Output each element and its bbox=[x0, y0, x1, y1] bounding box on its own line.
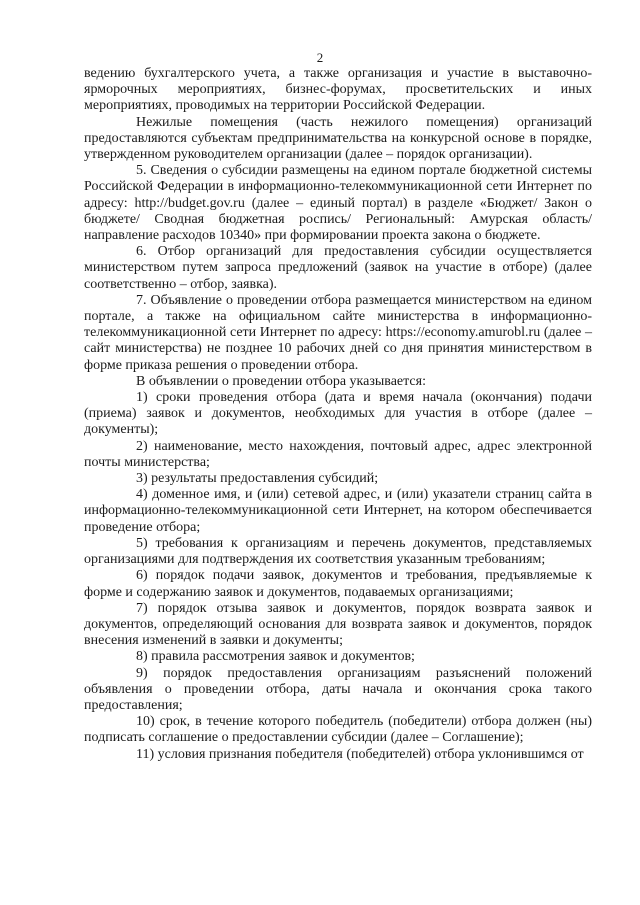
page-number: 2 bbox=[316, 50, 324, 65]
paragraph: 8) правила рассмотрения заявок и документов; bbox=[136, 649, 415, 665]
paragraph: 11) условия признания победителя (победителей) отбора уклонившимся от bbox=[136, 746, 584, 762]
paragraph: 9) порядок предоставления организациям разъяснений положений объявления о проведении отбора, даты начала и окончания срока такого предоставления; bbox=[84, 665, 592, 713]
document-body bbox=[84, 66, 592, 763]
paragraph: 5) требования к организациям и перечень документов, представляемых организациями для подтверждения их соответствия указанным требованиям; bbox=[84, 535, 592, 568]
paragraph: 6) порядок подачи заявок, документов и требования, предъявляемые к форме и содержанию заявок и документов, подаваемых организациями; bbox=[84, 568, 592, 600]
paragraph: 10) срок, в течение которого победитель (победители) отбора должен (ны) подписать соглашение о предоставлении субсидии (далее – Соглашение); bbox=[84, 714, 592, 746]
paragraph: ведению бухгалтерского учета, а также организация и участие в выставочно-ярморочных мероприятиях, бизнес-форумах, просветительских и иных мероприятиях, проводимых на территории Российской Федерации. bbox=[84, 66, 592, 114]
paragraph: 7) порядок отзыва заявок и документов, порядок возврата заявок и документов, определяющий основания для возврата заявок и документов, порядок внесения изменений в заявки и документы; bbox=[84, 600, 592, 649]
paragraph: 5. Сведения о субсидии размещены на едином портале бюджетной системы Российской Федерации в информационно-телекоммуникационной сети Интернет по адресу: http://budget.gov.ru (далее – единый портал) в разделе «Бюджет/ Закон о бюджете/ Сводная бюджетная роспись/ Региональный: Амурская область/ направление расходов 10340» при формировании проекта закона о бюджете. bbox=[84, 163, 592, 244]
paragraph: 7. Объявление о проведении отбора размещается министерством на едином портале, а также на официальном сайте министерства в информационно-телекоммуникационной сети Интернет по адресу: https://economy.amurobl.ru (далее – сайт министерства) не позднее 10 рабочих дней со дня принятия министерством в форме приказа решения о проведении отбора. bbox=[84, 292, 592, 373]
paragraph: 3) результаты предоставления субсидий; bbox=[136, 471, 379, 487]
paragraph: 6. Отбор организаций для предоставления субсидии осуществляется министерством путем запроса предложений (заявок на участие в отборе) (далее соответственно – отбор, заявка). bbox=[84, 244, 592, 292]
paragraph: 2) наименование, место нахождения, почтовый адрес, адрес электронной почты министерства; bbox=[84, 438, 592, 470]
paragraph: 4) доменное имя, и (или) сетевой адрес, и (или) указатели страниц сайта в информационно-телекоммуникационной сети Интернет, на котором обеспечивается проведение отбора; bbox=[84, 487, 592, 535]
paragraph: Нежилые помещения (часть нежилого помещения) организаций предоставляются субъектам предпринимательства на конкурсной основе в порядке, утвержденном руководителем организации (далее – порядок организации). bbox=[84, 114, 592, 163]
paragraph: В объявлении о проведении отбора указывается: bbox=[136, 373, 426, 389]
paragraph: 1) сроки проведения отбора (дата и время начала (окончания) подачи (приема) заявок и документов, необходимых для участия в отборе (далее – документы); bbox=[84, 390, 592, 438]
